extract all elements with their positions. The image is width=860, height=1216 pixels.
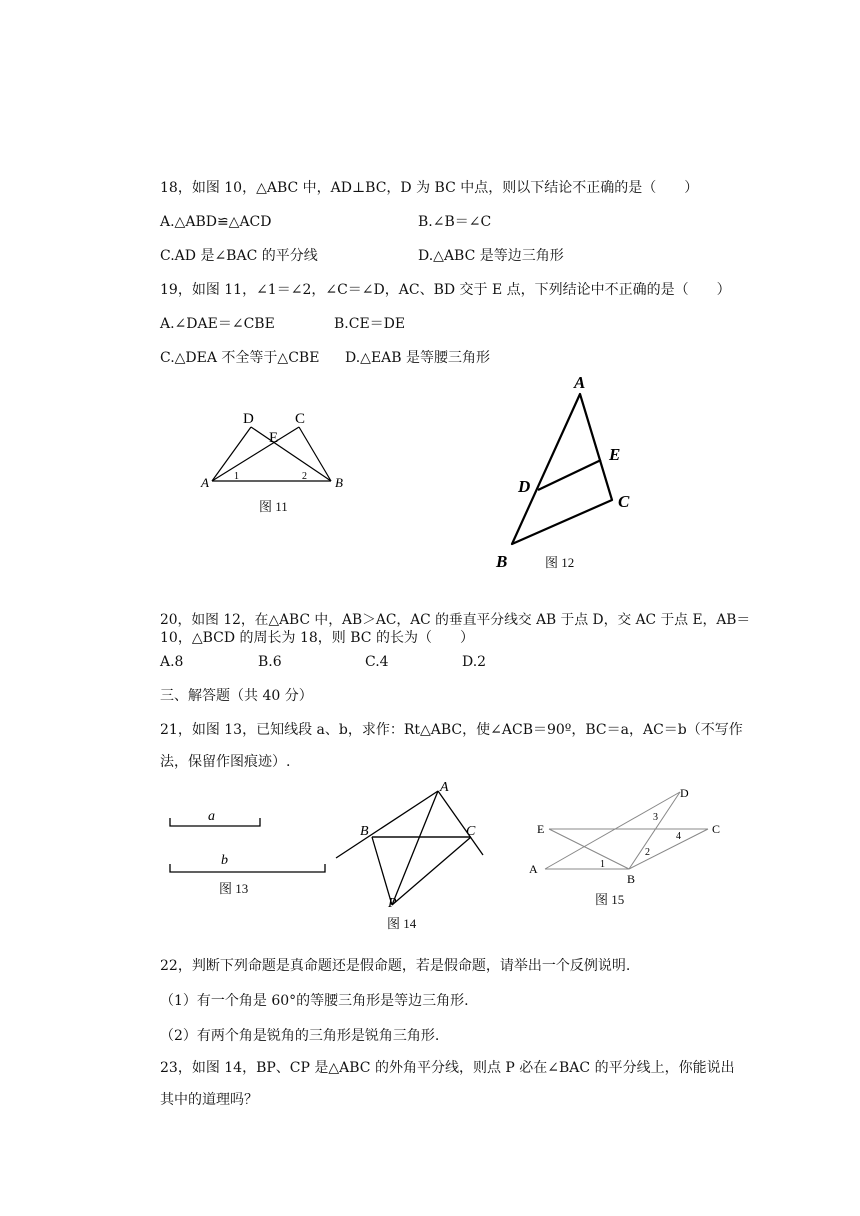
- fig15-angle-1: 1: [600, 859, 605, 870]
- fig15-angle-2: 2: [645, 847, 650, 858]
- q20-option-a: A.8: [160, 654, 184, 670]
- fig11-label-e: E: [269, 430, 279, 446]
- q20-option-d: D.2: [462, 654, 487, 670]
- fig11-label-b: B: [335, 475, 343, 490]
- q18-option-d: D.△ABC 是等边三角形: [418, 248, 564, 264]
- fig13-label-b: b: [221, 853, 228, 868]
- q21-line-2: 法，保留作图痕迹）.: [160, 754, 291, 770]
- q18-option-b: B.∠B＝∠C: [418, 214, 492, 230]
- q19-option-d: D.△EAB 是等腰三角形: [345, 350, 491, 366]
- fig14-caption: 图 14: [387, 916, 417, 931]
- fig14-label-c: C: [466, 824, 476, 839]
- fig14-label-p: P: [388, 896, 397, 911]
- q23-line-2: 其中的道理吗？: [160, 1092, 258, 1108]
- q22-stem: 22，判断下列命题是真命题还是假命题，若是假命题，请举出一个反例说明.: [160, 958, 631, 974]
- q23-line-1: 23，如图 14，BP、CP 是△ABC 的外角平分线，则点 P 必在∠BAC 的平分线上，你能说出: [160, 1060, 735, 1076]
- fig12-label-a: A: [574, 373, 586, 392]
- fig11-label-c: C: [295, 411, 306, 427]
- fig13-caption: 图 13: [219, 881, 249, 896]
- q21-line-1: 21，如图 13，已知线段 a、b，求作：Rt△ABC，使∠ACB＝90º，BC＝a，AC＝b（不写作: [160, 722, 743, 738]
- q19-option-b: B.CE＝DE: [334, 316, 406, 332]
- fig11-label-a: A: [201, 475, 209, 490]
- fig15-label-e: E: [537, 822, 545, 836]
- fig12-label-e: E: [609, 445, 621, 464]
- figure-13: [160, 800, 340, 880]
- q19-stem: 19，如图 11，∠1＝∠2，∠C＝∠D，AC、BD 交于 E 点，下列结论中不正确的是（ ）: [160, 282, 731, 298]
- q18-option-a: A.△ABD≌△ACD: [160, 214, 272, 230]
- fig15-angle-3: 3: [653, 812, 658, 823]
- fig12-caption: 图 12: [545, 555, 575, 570]
- fig12-label-b: B: [496, 552, 508, 571]
- q22-item-1: （1）有一个角是 60°的等腰三角形是等边三角形.: [160, 993, 469, 1009]
- fig12-label-d: D: [518, 477, 531, 496]
- q20-option-b: B.6: [258, 654, 282, 670]
- figure-12: [490, 372, 650, 572]
- q20-line-1: 20，如图 12，在△ABC 中，AB＞AC，AC 的垂直平分线交 AB 于点 D，交 AC 于点 E，AB＝: [160, 612, 751, 628]
- fig11-label-d: D: [243, 411, 254, 427]
- fig15-label-a: A: [529, 862, 538, 876]
- q22-item-2: （2）有两个角是锐角的三角形是锐角三角形.: [160, 1028, 440, 1044]
- q20-line-2: 10，△BCD 的周长为 18，则 BC 的长为（ ）: [160, 630, 474, 646]
- figure-11: [198, 405, 358, 495]
- q18-stem: 18，如图 10，△ABC 中，AD⊥BC，D 为 BC 中点，则以下结论不正确的是（ ）: [160, 180, 699, 196]
- fig14-label-b: B: [360, 824, 369, 839]
- fig11-angle-1: 1: [234, 471, 239, 482]
- section-3-heading: 三、解答题（共 40 分）: [160, 688, 313, 704]
- fig13-label-a: a: [208, 809, 215, 824]
- figure-15: [525, 783, 725, 888]
- q19-option-c: C.△DEA 不全等于△CBE: [160, 350, 320, 366]
- fig11-caption: 图 11: [259, 499, 288, 514]
- fig15-caption: 图 15: [595, 892, 625, 907]
- fig15-label-c: C: [712, 822, 721, 836]
- fig14-label-a: A: [440, 780, 449, 795]
- fig15-label-d: D: [680, 786, 689, 800]
- q19-option-a: A.∠DAE＝∠CBE: [160, 316, 275, 332]
- fig15-angle-4: 4: [676, 831, 681, 842]
- fig11-angle-2: 2: [302, 471, 307, 482]
- fig15-label-b: B: [627, 872, 636, 886]
- figure-14: [330, 775, 500, 915]
- fig12-label-c: C: [618, 492, 630, 511]
- q18-option-c: C.AD 是∠BAC 的平分线: [160, 248, 318, 264]
- q20-option-c: C.4: [365, 654, 389, 670]
